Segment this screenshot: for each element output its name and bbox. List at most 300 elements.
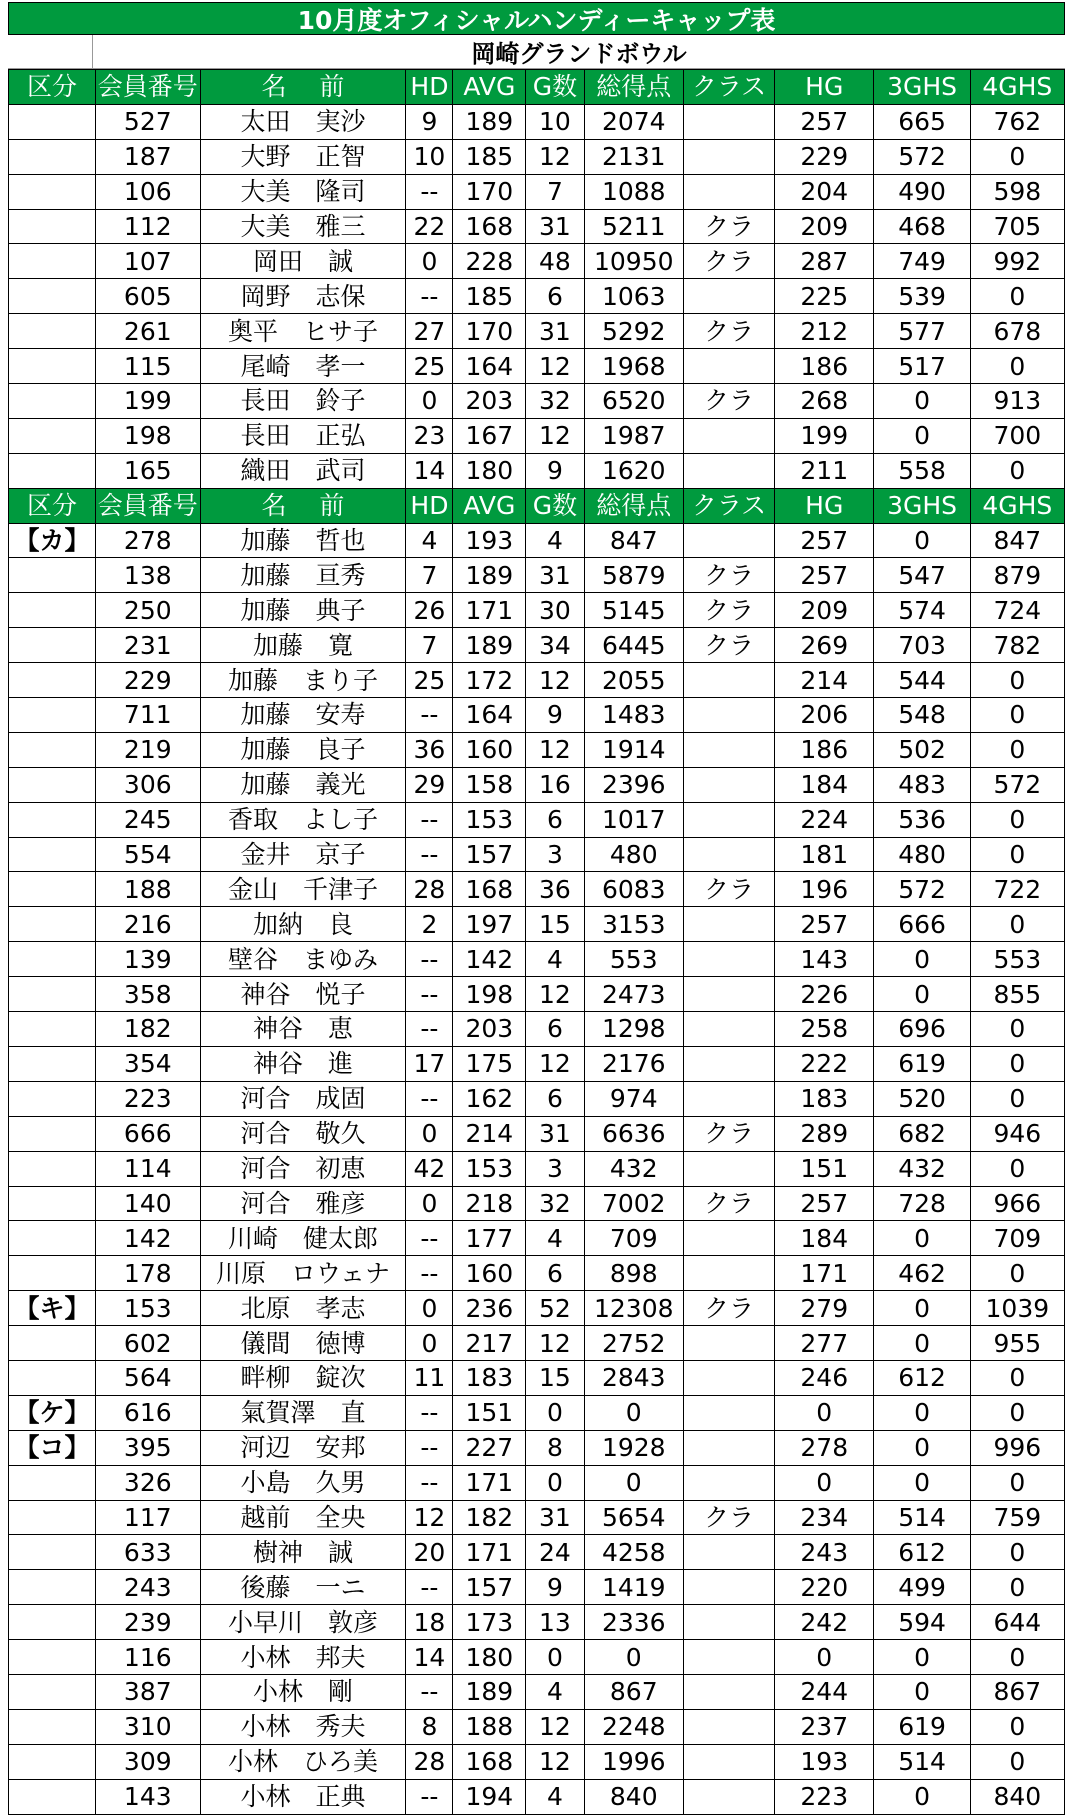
- member-no-cell: 107: [96, 244, 200, 279]
- games-cell: 15: [526, 907, 584, 942]
- member-no-cell: 187: [96, 139, 200, 174]
- total-cell: 2074: [584, 104, 683, 139]
- 3ghs-cell: 548: [874, 698, 970, 733]
- member-no-cell: 165: [96, 453, 200, 488]
- member-no-cell: 116: [96, 1640, 200, 1675]
- table-row: [9, 1709, 1065, 1744]
- class-cell: クラ: [683, 593, 774, 628]
- 3ghs-cell: 0: [874, 1221, 970, 1256]
- table-body: [9, 104, 1065, 1814]
- avg-cell: 185: [453, 279, 526, 314]
- name-cell: 尾崎 孝一: [200, 349, 406, 384]
- table-row: [9, 872, 1065, 907]
- hd-cell: --: [406, 1430, 453, 1465]
- 3ghs-cell: 544: [874, 663, 970, 698]
- hg-cell: 220: [775, 1570, 874, 1605]
- venue-name: 岡崎グランドボウル: [93, 35, 1065, 69]
- avg-cell: 180: [453, 453, 526, 488]
- table-row: [9, 1186, 1065, 1221]
- table-row: [9, 907, 1065, 942]
- table-row: [9, 139, 1065, 174]
- games-cell: 36: [526, 872, 584, 907]
- avg-cell: 183: [453, 1360, 526, 1395]
- total-cell: 0: [584, 1465, 683, 1500]
- 4ghs-cell: 867: [970, 1674, 1064, 1709]
- avg-cell: 217: [453, 1326, 526, 1361]
- avg-cell: 164: [453, 698, 526, 733]
- 4ghs-cell: 966: [970, 1186, 1064, 1221]
- header-member-no: 会員番号: [96, 70, 200, 105]
- hd-cell: 25: [406, 663, 453, 698]
- 4ghs-cell: 0: [970, 1395, 1064, 1430]
- hg-cell: 277: [775, 1326, 874, 1361]
- 4ghs-cell: 0: [970, 1360, 1064, 1395]
- 4ghs-cell: 0: [970, 802, 1064, 837]
- member-no-cell: 223: [96, 1081, 200, 1116]
- table-row: [9, 1430, 1065, 1465]
- hd-cell: 7: [406, 558, 453, 593]
- header-name: 名 前: [200, 70, 406, 105]
- table-header-row-repeat: [9, 488, 1065, 523]
- name-cell: 神谷 恵: [200, 1012, 406, 1047]
- member-no-cell: 231: [96, 628, 200, 663]
- hd-cell: 28: [406, 1744, 453, 1779]
- 4ghs-cell: 0: [970, 1012, 1064, 1047]
- hg-cell: 204: [775, 174, 874, 209]
- class-cell: [683, 802, 774, 837]
- hg-cell: 183: [775, 1081, 874, 1116]
- member-no-cell: 188: [96, 872, 200, 907]
- hd-cell: 26: [406, 593, 453, 628]
- total-cell: 6445: [584, 628, 683, 663]
- avg-cell: 173: [453, 1605, 526, 1640]
- hg-cell: 224: [775, 802, 874, 837]
- 4ghs-cell: 0: [970, 1570, 1064, 1605]
- 3ghs-cell: 499: [874, 1570, 970, 1605]
- games-cell: 31: [526, 209, 584, 244]
- table-row: [9, 453, 1065, 488]
- total-cell: 1483: [584, 698, 683, 733]
- table-row: [9, 279, 1065, 314]
- 4ghs-cell: 1039: [970, 1291, 1064, 1326]
- hg-cell: 258: [775, 1012, 874, 1047]
- avg-cell: 142: [453, 942, 526, 977]
- hg-cell: 0: [775, 1640, 874, 1675]
- kubun-cell: [9, 104, 96, 139]
- total-cell: 2473: [584, 977, 683, 1012]
- 4ghs-cell: 0: [970, 1744, 1064, 1779]
- name-cell: 加藤 寛: [200, 628, 406, 663]
- member-no-cell: 261: [96, 314, 200, 349]
- avg-cell: 172: [453, 663, 526, 698]
- 3ghs-cell: 572: [874, 139, 970, 174]
- kubun-cell: [9, 1116, 96, 1151]
- 3ghs-cell: 483: [874, 767, 970, 802]
- class-cell: [683, 1012, 774, 1047]
- hd-cell: 20: [406, 1535, 453, 1570]
- total-cell: 2055: [584, 663, 683, 698]
- kubun-cell: [9, 1081, 96, 1116]
- 4ghs-cell: 0: [970, 698, 1064, 733]
- 3ghs-cell: 502: [874, 732, 970, 767]
- hd-cell: --: [406, 1012, 453, 1047]
- hd-cell: 25: [406, 349, 453, 384]
- class-cell: [683, 663, 774, 698]
- name-cell: 加藤 義光: [200, 767, 406, 802]
- avg-cell: 188: [453, 1709, 526, 1744]
- total-cell: 840: [584, 1779, 683, 1814]
- 4ghs-cell: 0: [970, 663, 1064, 698]
- table-row: [9, 209, 1065, 244]
- hg-cell: 225: [775, 279, 874, 314]
- kubun-cell: [9, 453, 96, 488]
- kubun-cell: [9, 767, 96, 802]
- table-row: [9, 942, 1065, 977]
- 4ghs-cell: 0: [970, 1256, 1064, 1291]
- avg-cell: 170: [453, 314, 526, 349]
- hd-cell: --: [406, 1081, 453, 1116]
- kubun-cell: [9, 244, 96, 279]
- 3ghs-cell: 612: [874, 1360, 970, 1395]
- total-cell: 1017: [584, 802, 683, 837]
- 4ghs-cell: 840: [970, 1779, 1064, 1814]
- 4ghs-cell: 678: [970, 314, 1064, 349]
- kubun-cell: [9, 139, 96, 174]
- 3ghs-cell: 703: [874, 628, 970, 663]
- games-cell: 16: [526, 767, 584, 802]
- header-hd: HD: [406, 70, 453, 105]
- kubun-cell: [9, 1779, 96, 1814]
- 4ghs-cell: 0: [970, 837, 1064, 872]
- kubun-cell: [9, 698, 96, 733]
- name-cell: 後藤 一ニ: [200, 1570, 406, 1605]
- table-row: [9, 698, 1065, 733]
- class-cell: クラ: [683, 244, 774, 279]
- class-cell: クラ: [683, 384, 774, 419]
- hg-cell: 257: [775, 104, 874, 139]
- 4ghs-cell: 553: [970, 942, 1064, 977]
- hg-cell: 268: [775, 384, 874, 419]
- kubun-cell: 【カ】: [9, 523, 96, 558]
- kubun-cell: [9, 977, 96, 1012]
- class-cell: [683, 1430, 774, 1465]
- table-row: [9, 1221, 1065, 1256]
- 4ghs-cell: 644: [970, 1605, 1064, 1640]
- total-cell: 1298: [584, 1012, 683, 1047]
- class-cell: クラ: [683, 558, 774, 593]
- name-cell: 河合 成固: [200, 1081, 406, 1116]
- name-cell: 氣賀澤 直: [200, 1395, 406, 1430]
- 3ghs-cell: 514: [874, 1500, 970, 1535]
- name-cell: 大美 雅三: [200, 209, 406, 244]
- hd-cell: 0: [406, 1186, 453, 1221]
- blank-cell: [8, 35, 93, 69]
- member-no-cell: 564: [96, 1360, 200, 1395]
- header-hd: HD: [406, 488, 453, 523]
- hd-cell: 12: [406, 1500, 453, 1535]
- games-cell: 0: [526, 1640, 584, 1675]
- kubun-cell: 【キ】: [9, 1291, 96, 1326]
- header-name: 名 前: [200, 488, 406, 523]
- kubun-cell: [9, 1535, 96, 1570]
- hd-cell: --: [406, 1465, 453, 1500]
- games-cell: 0: [526, 1465, 584, 1500]
- 3ghs-cell: 0: [874, 523, 970, 558]
- hg-cell: 193: [775, 1744, 874, 1779]
- member-no-cell: 633: [96, 1535, 200, 1570]
- total-cell: 867: [584, 1674, 683, 1709]
- member-no-cell: 140: [96, 1186, 200, 1221]
- name-cell: 神谷 進: [200, 1046, 406, 1081]
- class-cell: [683, 942, 774, 977]
- name-cell: 金山 千津子: [200, 872, 406, 907]
- member-no-cell: 306: [96, 767, 200, 802]
- table-row: [9, 802, 1065, 837]
- class-cell: [683, 1221, 774, 1256]
- handicap-sheet: [8, 2, 1065, 1815]
- member-no-cell: 216: [96, 907, 200, 942]
- 4ghs-cell: 847: [970, 523, 1064, 558]
- kubun-cell: [9, 907, 96, 942]
- hg-cell: 184: [775, 1221, 874, 1256]
- hg-cell: 279: [775, 1291, 874, 1326]
- name-cell: 長田 正弘: [200, 418, 406, 453]
- table-row: [9, 1570, 1065, 1605]
- table-row: [9, 1605, 1065, 1640]
- header-games: G数: [526, 488, 584, 523]
- name-cell: 長田 鈴子: [200, 384, 406, 419]
- 4ghs-cell: 0: [970, 1081, 1064, 1116]
- total-cell: 2843: [584, 1360, 683, 1395]
- kubun-cell: 【ケ】: [9, 1395, 96, 1430]
- games-cell: 12: [526, 418, 584, 453]
- name-cell: 北原 孝志: [200, 1291, 406, 1326]
- games-cell: 34: [526, 628, 584, 663]
- hd-cell: --: [406, 1779, 453, 1814]
- hg-cell: 257: [775, 558, 874, 593]
- games-cell: 9: [526, 698, 584, 733]
- class-cell: クラ: [683, 314, 774, 349]
- 4ghs-cell: 759: [970, 1500, 1064, 1535]
- 4ghs-cell: 700: [970, 418, 1064, 453]
- class-cell: [683, 1674, 774, 1709]
- 3ghs-cell: 0: [874, 1395, 970, 1430]
- 3ghs-cell: 514: [874, 1744, 970, 1779]
- table-row: [9, 732, 1065, 767]
- class-cell: [683, 1081, 774, 1116]
- kubun-cell: [9, 1046, 96, 1081]
- hg-cell: 257: [775, 1186, 874, 1221]
- class-cell: [683, 104, 774, 139]
- total-cell: 2131: [584, 139, 683, 174]
- 4ghs-cell: 0: [970, 1465, 1064, 1500]
- class-cell: [683, 418, 774, 453]
- games-cell: 31: [526, 1500, 584, 1535]
- 3ghs-cell: 0: [874, 1674, 970, 1709]
- 4ghs-cell: 0: [970, 139, 1064, 174]
- hd-cell: 27: [406, 314, 453, 349]
- 3ghs-cell: 696: [874, 1012, 970, 1047]
- total-cell: 1088: [584, 174, 683, 209]
- member-no-cell: 527: [96, 104, 200, 139]
- hd-cell: 10: [406, 139, 453, 174]
- name-cell: 小林 剛: [200, 1674, 406, 1709]
- class-cell: [683, 1326, 774, 1361]
- kubun-cell: [9, 1744, 96, 1779]
- table-row: [9, 1779, 1065, 1814]
- hg-cell: 244: [775, 1674, 874, 1709]
- total-cell: 480: [584, 837, 683, 872]
- 4ghs-cell: 0: [970, 732, 1064, 767]
- games-cell: 4: [526, 1221, 584, 1256]
- class-cell: [683, 1744, 774, 1779]
- hd-cell: 0: [406, 244, 453, 279]
- avg-cell: 203: [453, 1012, 526, 1047]
- games-cell: 6: [526, 1081, 584, 1116]
- header-4ghs: 4GHS: [970, 488, 1064, 523]
- hg-cell: 257: [775, 907, 874, 942]
- hg-cell: 234: [775, 1500, 874, 1535]
- kubun-cell: [9, 174, 96, 209]
- class-cell: クラ: [683, 872, 774, 907]
- kubun-cell: [9, 1221, 96, 1256]
- header-kubun: 区分: [9, 488, 96, 523]
- total-cell: 2396: [584, 767, 683, 802]
- avg-cell: 214: [453, 1116, 526, 1151]
- 3ghs-cell: 0: [874, 942, 970, 977]
- class-cell: [683, 1395, 774, 1430]
- name-cell: 加藤 良子: [200, 732, 406, 767]
- 3ghs-cell: 0: [874, 977, 970, 1012]
- total-cell: 12308: [584, 1291, 683, 1326]
- class-cell: クラ: [683, 628, 774, 663]
- table-row: [9, 837, 1065, 872]
- member-no-cell: 616: [96, 1395, 200, 1430]
- games-cell: 12: [526, 732, 584, 767]
- name-cell: 越前 全央: [200, 1500, 406, 1535]
- hd-cell: 14: [406, 1640, 453, 1675]
- 3ghs-cell: 539: [874, 279, 970, 314]
- header-class: クラス: [683, 488, 774, 523]
- member-no-cell: 117: [96, 1500, 200, 1535]
- 3ghs-cell: 480: [874, 837, 970, 872]
- class-cell: [683, 1535, 774, 1570]
- member-no-cell: 143: [96, 1779, 200, 1814]
- class-cell: [683, 453, 774, 488]
- games-cell: 15: [526, 1360, 584, 1395]
- hd-cell: 23: [406, 418, 453, 453]
- kubun-cell: [9, 209, 96, 244]
- kubun-cell: [9, 1256, 96, 1291]
- kubun-cell: [9, 802, 96, 837]
- 4ghs-cell: 762: [970, 104, 1064, 139]
- member-no-cell: 239: [96, 1605, 200, 1640]
- games-cell: 7: [526, 174, 584, 209]
- name-cell: 儀間 徳博: [200, 1326, 406, 1361]
- class-cell: [683, 1640, 774, 1675]
- name-cell: 小林 ひろ美: [200, 1744, 406, 1779]
- class-cell: クラ: [683, 1116, 774, 1151]
- 3ghs-cell: 0: [874, 418, 970, 453]
- hd-cell: 22: [406, 209, 453, 244]
- table-row: [9, 1640, 1065, 1675]
- header-kubun: 区分: [9, 70, 96, 105]
- header-hg: HG: [775, 488, 874, 523]
- avg-cell: 189: [453, 558, 526, 593]
- 4ghs-cell: 572: [970, 767, 1064, 802]
- member-no-cell: 153: [96, 1291, 200, 1326]
- name-cell: 樹神 誠: [200, 1535, 406, 1570]
- class-cell: [683, 1360, 774, 1395]
- table-row: [9, 1500, 1065, 1535]
- kubun-cell: [9, 279, 96, 314]
- hg-cell: 211: [775, 453, 874, 488]
- avg-cell: 171: [453, 1535, 526, 1570]
- name-cell: 香取 よし子: [200, 802, 406, 837]
- class-cell: クラ: [683, 209, 774, 244]
- 3ghs-cell: 612: [874, 1535, 970, 1570]
- hd-cell: --: [406, 1674, 453, 1709]
- table-row: [9, 1116, 1065, 1151]
- hd-cell: --: [406, 1221, 453, 1256]
- kubun-cell: [9, 1465, 96, 1500]
- member-no-cell: 142: [96, 1221, 200, 1256]
- 4ghs-cell: 996: [970, 1430, 1064, 1465]
- class-cell: [683, 837, 774, 872]
- 4ghs-cell: 0: [970, 349, 1064, 384]
- member-no-cell: 139: [96, 942, 200, 977]
- member-no-cell: 354: [96, 1046, 200, 1081]
- member-no-cell: 326: [96, 1465, 200, 1500]
- 3ghs-cell: 619: [874, 1046, 970, 1081]
- games-cell: 10: [526, 104, 584, 139]
- kubun-cell: [9, 349, 96, 384]
- total-cell: 5292: [584, 314, 683, 349]
- 3ghs-cell: 619: [874, 1709, 970, 1744]
- avg-cell: 158: [453, 767, 526, 802]
- class-cell: [683, 907, 774, 942]
- hg-cell: 214: [775, 663, 874, 698]
- name-cell: 織田 武司: [200, 453, 406, 488]
- hg-cell: 226: [775, 977, 874, 1012]
- hg-cell: 184: [775, 767, 874, 802]
- games-cell: 9: [526, 453, 584, 488]
- hg-cell: 206: [775, 698, 874, 733]
- total-cell: 6520: [584, 384, 683, 419]
- 3ghs-cell: 749: [874, 244, 970, 279]
- total-cell: 3153: [584, 907, 683, 942]
- total-cell: 5145: [584, 593, 683, 628]
- total-cell: 1063: [584, 279, 683, 314]
- kubun-cell: [9, 1605, 96, 1640]
- class-cell: [683, 732, 774, 767]
- avg-cell: 228: [453, 244, 526, 279]
- games-cell: 9: [526, 1570, 584, 1605]
- table-row: [9, 1081, 1065, 1116]
- table-row: [9, 523, 1065, 558]
- name-cell: 河合 初恵: [200, 1151, 406, 1186]
- name-cell: 岡野 志保: [200, 279, 406, 314]
- games-cell: 52: [526, 1291, 584, 1326]
- 4ghs-cell: 598: [970, 174, 1064, 209]
- 4ghs-cell: 855: [970, 977, 1064, 1012]
- class-cell: [683, 1570, 774, 1605]
- member-no-cell: 112: [96, 209, 200, 244]
- total-cell: 10950: [584, 244, 683, 279]
- name-cell: 岡田 誠: [200, 244, 406, 279]
- 3ghs-cell: 432: [874, 1151, 970, 1186]
- hd-cell: --: [406, 1395, 453, 1430]
